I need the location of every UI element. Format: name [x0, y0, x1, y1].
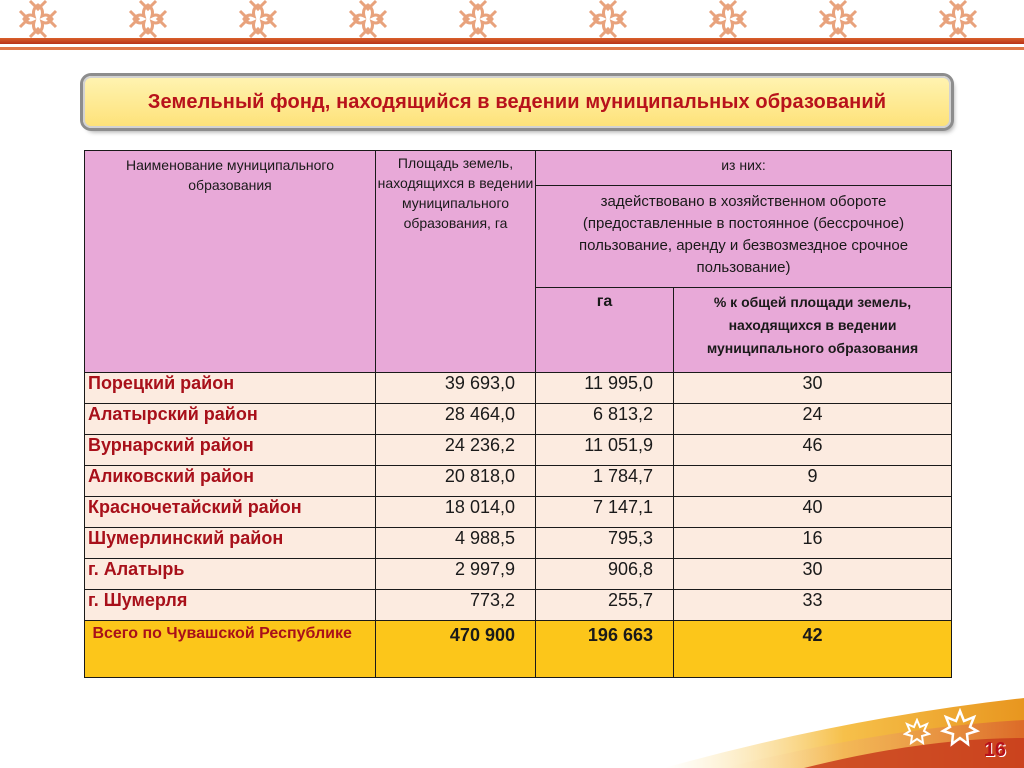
table-row: [85, 404, 952, 435]
total-pct: 42: [674, 621, 952, 678]
row-ha: 906,8: [536, 559, 674, 590]
row-pct: 24: [674, 404, 952, 435]
row-pct: 30: [674, 559, 952, 590]
row-pct: 33: [674, 590, 952, 621]
row-area: 28 464,0: [376, 404, 536, 435]
row-ha: 6 813,2: [536, 404, 674, 435]
row-pct: 9: [674, 466, 952, 497]
chuvash-ornament-icon: [940, 1, 976, 37]
header-pct: % к общей площади земель, находящихся в ведении муниципального образования: [674, 288, 952, 373]
header-ha: га: [536, 288, 674, 373]
row-name: Алатырский район: [85, 404, 376, 435]
header-area: Площадь земель, находящихся в ведении муниципального образования, га: [376, 151, 536, 373]
row-name: Вурнарский район: [85, 435, 376, 466]
chuvash-ornament-icon: [20, 1, 56, 37]
star-ornament-icon: [940, 708, 980, 748]
row-pct: 46: [674, 435, 952, 466]
row-name: г. Шумерля: [85, 590, 376, 621]
total-name: [85, 621, 376, 678]
row-name: г. Алатырь: [85, 559, 376, 590]
row-name: Порецкий район: [85, 373, 376, 404]
table-row: [85, 497, 952, 528]
table-body: [85, 373, 952, 678]
row-ha: 795,3: [536, 528, 674, 559]
table-row: [85, 466, 952, 497]
row-ha: 255,7: [536, 590, 674, 621]
row-area: 24 236,2: [376, 435, 536, 466]
total-ha: 196 663: [536, 621, 674, 678]
top-ornament-band: [0, 0, 1024, 38]
row-area: 773,2: [376, 590, 536, 621]
top-rule: [0, 38, 1024, 44]
table-row: [85, 528, 952, 559]
ornament-row: [0, 0, 1024, 38]
row-name: Шумерлинский район: [85, 528, 376, 559]
land-fund-table: [84, 150, 952, 678]
row-name: Красночетайский район: [85, 497, 376, 528]
chuvash-ornament-icon: [820, 1, 856, 37]
table-row: [85, 590, 952, 621]
row-area: 20 818,0: [376, 466, 536, 497]
row-pct: 30: [674, 373, 952, 404]
row-ha: 11 995,0: [536, 373, 674, 404]
row-ha: 7 147,1: [536, 497, 674, 528]
chuvash-ornament-icon: [350, 1, 386, 37]
row-area: 4 988,5: [376, 528, 536, 559]
chuvash-ornament-icon: [240, 1, 276, 37]
header-used: задействовано в хозяйственном обороте (предоставленные в постоянное (бессрочное) пользование, аренду и безвозмездное срочное пользование): [536, 186, 952, 288]
title-banner: [83, 76, 951, 128]
row-pct: 16: [674, 528, 952, 559]
star-ornament-icon: [903, 718, 931, 746]
chuvash-ornament-icon: [460, 1, 496, 37]
page-number: 16: [983, 739, 1006, 761]
row-ha: 1 784,7: [536, 466, 674, 497]
row-ha: 11 051,9: [536, 435, 674, 466]
table-row: [85, 373, 952, 404]
total-name-text: Всего по Чувашской Республике: [92, 625, 352, 642]
header-of-them: из них:: [536, 151, 952, 186]
row-area: 2 997,9: [376, 559, 536, 590]
chuvash-ornament-icon: [130, 1, 166, 37]
chuvash-ornament-icon: [710, 1, 746, 37]
header-name: Наименование муниципального образования: [85, 151, 376, 373]
total-area: 470 900: [376, 621, 536, 678]
row-area: 39 693,0: [376, 373, 536, 404]
row-name: Аликовский район: [85, 466, 376, 497]
table-row: [85, 559, 952, 590]
table-row: [85, 435, 952, 466]
top-rule-thin: [0, 47, 1024, 50]
slide-title: Земельный фонд, находящийся в ведении муниципальных образований: [147, 90, 887, 113]
row-pct: 40: [674, 497, 952, 528]
chuvash-ornament-icon: [590, 1, 626, 37]
row-area: 18 014,0: [376, 497, 536, 528]
